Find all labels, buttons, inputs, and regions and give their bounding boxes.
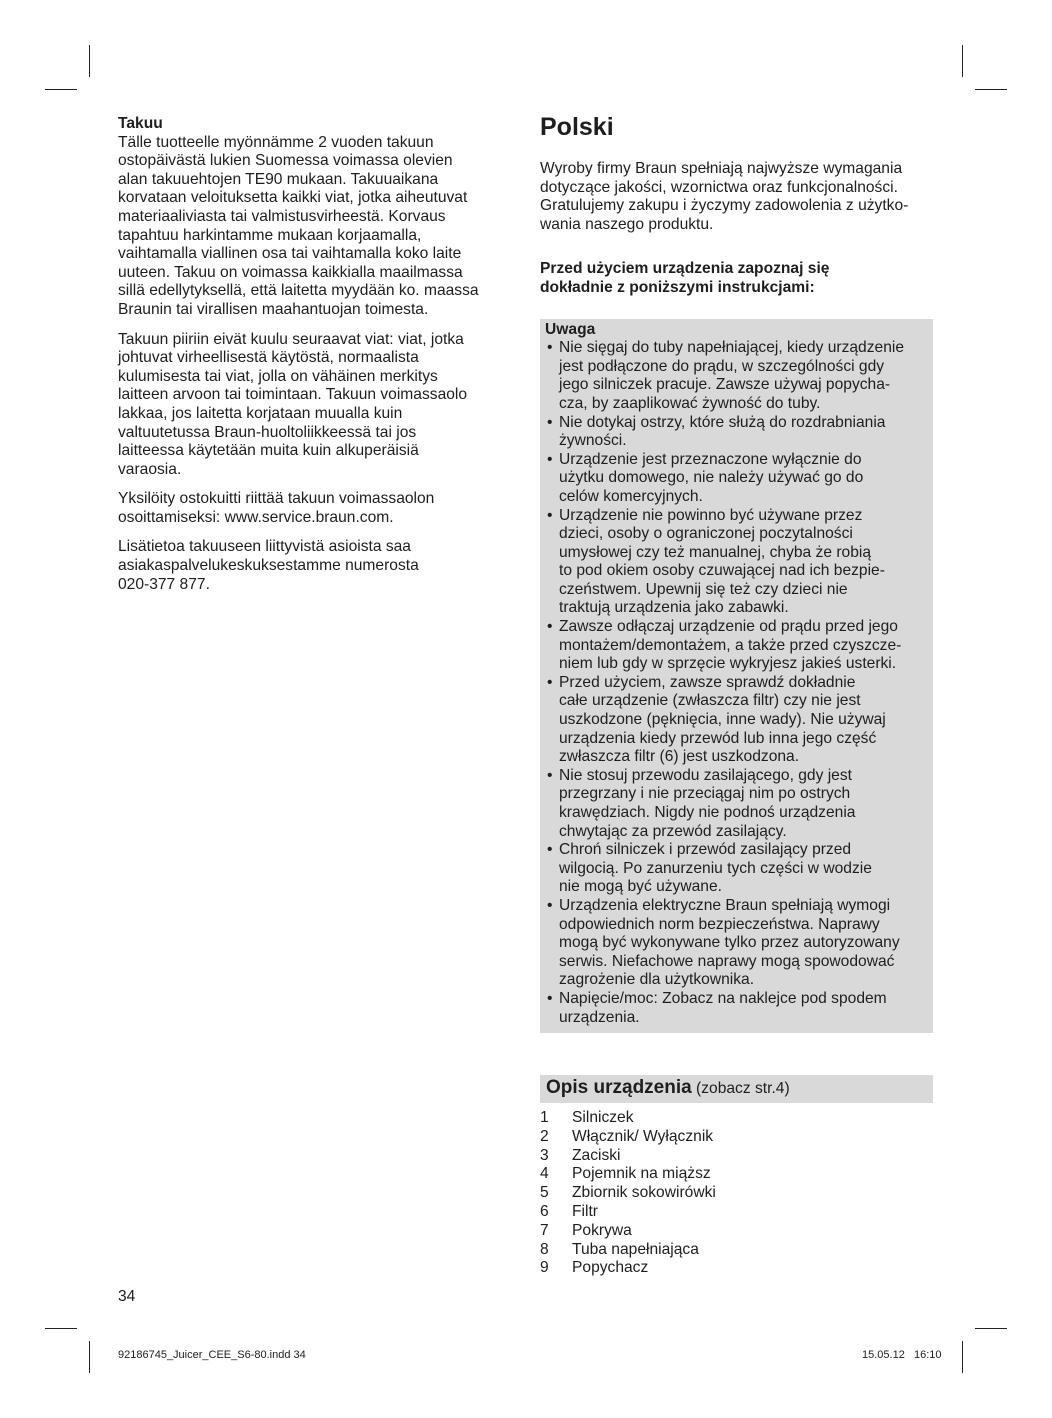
part-name: Zaciski: [572, 1146, 621, 1164]
warning-item: [545, 841, 929, 897]
parts-list-item: [540, 1128, 933, 1147]
bullet-icon: •: [547, 989, 553, 1007]
bullet-icon: •: [547, 450, 553, 468]
warning-item: [545, 767, 929, 841]
warning-item: [545, 451, 929, 507]
warning-item: [545, 414, 929, 451]
crop-mark: [89, 45, 90, 77]
warning-item-text: Chroń silniczek i przewód zasilający przed wilgocią. Po zanurzeniu tych części w wodzie nie mogą być używane.: [559, 841, 872, 896]
bullet-icon: •: [547, 506, 553, 524]
warning-item-text: Urządzenia elektryczne Braun spełniają wymogi odpowiednich norm bezpieczeństwa. Naprawy mogą być wykonywane tylko przez autoryzowany serwis. Niefachowe naprawy mogą spowodować zagrożenie dla użytkownika.: [559, 896, 900, 989]
warning-list: [545, 339, 929, 1027]
part-name: Pokrywa: [572, 1221, 632, 1239]
read-instructions-text: Przed użyciem urządzenia zapoznaj się dokładnie z poniższymi instrukcjami:: [540, 260, 830, 296]
warning-item-text: Urządzenie nie powinno być używane przez dzieci, osoby o ograniczonej poczytalności umysłowej czy też manualnej, chyba że robią to pod okiem osoby czuwającej nad ich bezpie- czeństwem. Upewnij się też czy dzieci nie traktują urządzenia jako zabawki.: [559, 506, 885, 617]
part-name: Zbiornik sokowirówki: [572, 1184, 716, 1202]
warning-item-text: Napięcie/moc: Zobacz na naklejce pod spodem urządzenia.: [559, 989, 887, 1026]
crop-mark: [975, 1328, 1007, 1329]
warranty-heading: Takuu: [118, 115, 163, 132]
part-name: Filtr: [572, 1202, 598, 1220]
parts-list-item: [540, 1203, 933, 1222]
parts-list-item: [540, 1109, 933, 1128]
device-description-subtitle: (zobacz str.4): [696, 1080, 790, 1097]
crop-mark: [89, 1341, 90, 1373]
warning-heading: Uwaga: [545, 320, 596, 338]
warning-item-text: Nie dotykaj ostrzy, które służą do rozdrabniania żywności.: [559, 413, 886, 450]
part-name: Tuba napełniająca: [572, 1240, 699, 1258]
warranty-paragraph: Takuun piiriin eivät kuulu seuraavat viat: viat, jotka johtuvat virheellisestä käytöstä, normaalista kulumisesta tai viat, jolla on vähäinen merkitys laitteen arvoon tai toimintaan. Takuun voimassaolo lakkaa, jos laitetta korjataan muualla kuin valtuutetussa Braun-huoltoliikkeessä tai jos laitteessa käytetään muita kuin alkuperäisiä varaosia.: [118, 330, 468, 478]
warning-box: [540, 319, 933, 1034]
part-number: 4: [540, 1165, 549, 1183]
warning-item: [545, 674, 929, 767]
warning-item-text: Urządzenie jest przeznaczone wyłącznie do użytku domowego, nie należy używać go do celów komercyjnych.: [559, 450, 864, 505]
polish-section: [540, 112, 933, 1033]
bullet-icon: •: [547, 413, 553, 431]
warning-item: [545, 507, 929, 619]
bullet-icon: •: [547, 841, 553, 859]
part-number: 6: [540, 1202, 549, 1220]
parts-list-item: [540, 1165, 933, 1184]
warning-item: [545, 990, 929, 1027]
bullet-icon: •: [547, 673, 553, 691]
part-number: 9: [540, 1259, 549, 1277]
parts-list-item: [540, 1259, 933, 1278]
parts-list-item: [540, 1241, 933, 1260]
language-title: Polski: [540, 113, 614, 141]
warranty-paragraph: Lisätietoa takuuseen liittyvistä asioista saa asiakaspalvelukeskuksestamme numerosta 020-377 877.: [118, 538, 419, 593]
part-name: Pojemnik na miąższ: [572, 1165, 711, 1183]
warning-item-text: Zawsze odłączaj urządzenie od prądu przed jego montażem/demontażem, a także przed czyszcze- niem lub gdy w sprzęcie wykryjesz jakieś usterki.: [559, 618, 902, 673]
warning-item: [545, 897, 929, 990]
part-number: 1: [540, 1109, 549, 1126]
warranty-paragraph: Tälle tuotteelle myönnämme 2 vuoden takuun ostopäivästä lukien Suomessa voimassa olevien alan takuuehtojen TE90 mukaan. Takuuaikana korvataan veloituksetta kaikki viat, jotka aiheutuvat materiaaliviasta tai valmistusvirheestä. Korvaus tapahtuu harkintamme mukaan korjaamalla, vaihtamalla viallinen osa tai vaihtamalla koko laite uuteen. Takuu on voimassa kaikkialla maailmassa sillä edellytyksellä, että laitetta myydään ko. maassa Braunin tai virallisen maahantuojan toimesta.: [118, 133, 479, 318]
bullet-icon: •: [547, 618, 553, 636]
crop-mark: [975, 89, 1007, 90]
part-number: 5: [540, 1184, 549, 1202]
warning-item-text: Nie stosuj przewodu zasilającego, gdy jest przegrzany i nie przeciągaj nim po ostrych krawędziach. Nigdy nie podnoś urządzenia chwytając za przewód zasilający.: [559, 766, 856, 840]
device-description-header: [540, 1075, 933, 1103]
part-number: 7: [540, 1221, 549, 1239]
intro-text: Wyroby firmy Braun spełniają najwyższe wymagania dotyczące jakości, wzornictwa oraz funkcjonalności. Gratulujemy zakupu i życzymy zadowolenia z użytko- wania naszego produktu.: [540, 160, 909, 233]
crop-mark: [45, 1328, 77, 1329]
crop-mark: [962, 45, 963, 77]
part-name: Włącznik/ Wyłącznik: [572, 1127, 714, 1145]
parts-list: [540, 1109, 933, 1278]
warranty-paragraph: Yksilöity ostokuitti riittää takuun voimassaolon osoittamiseksi: www.service.braun.com.: [118, 490, 435, 526]
bullet-icon: •: [547, 339, 553, 357]
crop-mark: [962, 1341, 963, 1373]
warning-item: [545, 618, 929, 674]
part-number: 2: [540, 1127, 549, 1145]
parts-list-item: [540, 1184, 933, 1203]
footer-date: 15.05.12 16:10: [862, 1349, 942, 1361]
warning-item-text: Nie sięgaj do tuby napełniającej, kiedy urządzenie jest podłączone do prądu, w szczególności gdy jego silniczek pracuje. Zawsze używaj popycha- cza, by zaaplikować żywność do tuby.: [559, 339, 905, 412]
footer-filename: 92186745_Juicer_CEE_S6-80.indd 34: [118, 1349, 306, 1361]
parts-list-item: [540, 1147, 933, 1166]
bullet-icon: •: [547, 896, 553, 914]
warning-item-text: Przed użyciem, zawsze sprawdź dokładnie całe urządzenie (zwłaszcza filtr) czy nie jest uszkodzone (pęknięcia, inne wady). Nie używaj urządzenia kiedy przewód lub inna jego część zwłaszcza filtr (6) jest uszkodzona.: [559, 673, 886, 766]
part-number: 3: [540, 1146, 549, 1164]
parts-list-item: [540, 1222, 933, 1241]
warning-item: [545, 339, 929, 413]
crop-mark: [45, 89, 77, 90]
device-description-title: Opis urządzenia: [546, 1077, 692, 1098]
part-name: Silniczek: [572, 1109, 634, 1126]
bullet-icon: •: [547, 766, 553, 784]
part-number: 8: [540, 1240, 549, 1258]
part-name: Popychacz: [572, 1259, 649, 1277]
page-number: 34: [118, 1288, 136, 1305]
finnish-warranty-section: [118, 115, 518, 605]
